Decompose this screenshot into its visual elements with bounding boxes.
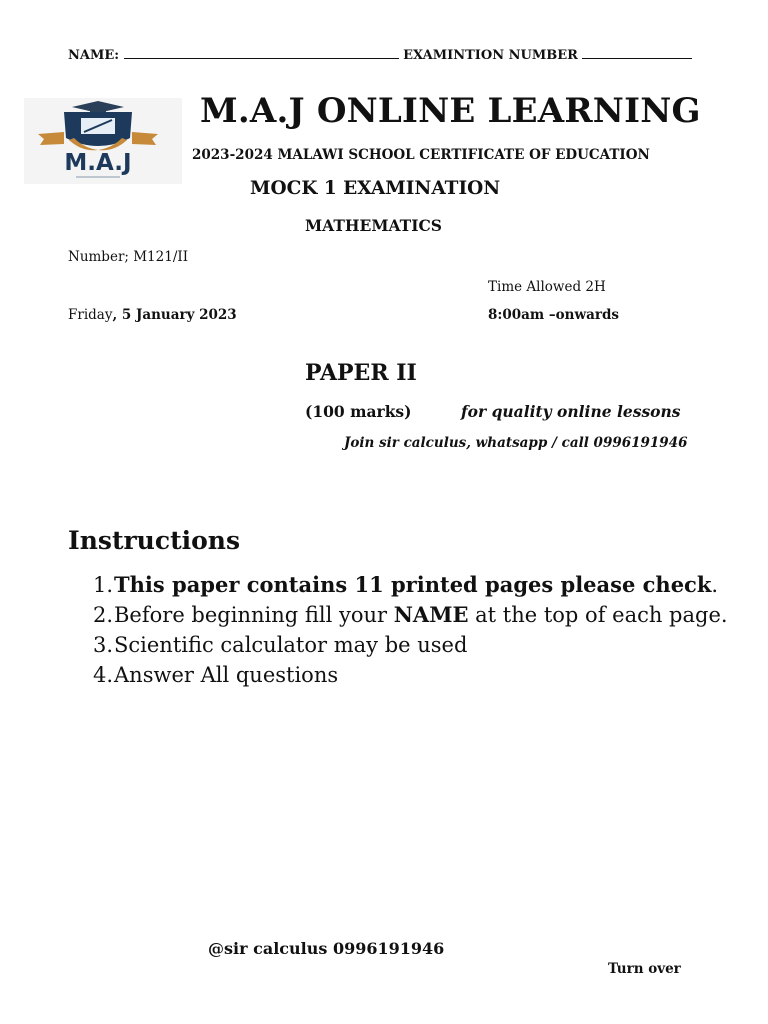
paper-label: PAPER II — [305, 360, 417, 386]
footer-contact: @sir calculus 0996191946 — [208, 939, 445, 958]
logo-graphic — [24, 98, 182, 184]
exam-body-subtitle: 2023-2024 MALAWI SCHOOL CERTIFICATE OF EDUCATION — [192, 147, 650, 163]
start-time: 8:00am –onwards — [488, 307, 619, 323]
instruction-number: 4. — [92, 663, 113, 687]
instruction-number: 2. — [92, 603, 113, 627]
instruction-item — [68, 600, 728, 630]
name-label: NAME: — [68, 48, 120, 63]
exam-day: Friday — [68, 307, 113, 323]
instruction-text: Scientific calculator may be used — [114, 633, 468, 657]
instruction-item — [68, 660, 728, 690]
name-blank — [124, 46, 399, 59]
promo-text: for quality online lessons — [461, 402, 681, 421]
paper-number: Number; M121/II — [68, 249, 189, 265]
instruction-text — [113, 570, 728, 600]
page-title: M.A.J ONLINE LEARNING — [200, 91, 701, 131]
exam-name: MOCK 1 EXAMINATION — [250, 178, 501, 199]
exam-number-label: EXAMINTION NUMBER — [403, 48, 578, 63]
instructions-list — [68, 570, 728, 690]
logo-text: M.A.J — [64, 150, 132, 176]
instruction-text — [113, 600, 728, 630]
turn-over-note: Turn over — [608, 961, 681, 977]
exam-date — [68, 307, 237, 323]
instruction-tail: at the top of each page. — [468, 603, 728, 627]
instruction-pre: Before beginning fill your — [114, 603, 394, 627]
instruction-text: Answer All questions — [114, 663, 339, 687]
instruction-tail: . — [711, 573, 719, 597]
instruction-bold: This paper contains 11 printed pages please check — [114, 572, 712, 597]
instructions-heading: Instructions — [68, 526, 241, 555]
exam-date-rest: , 5 January 2023 — [112, 307, 237, 323]
exam-number-blank — [582, 46, 692, 59]
subject-name: MATHEMATICS — [305, 216, 442, 235]
instruction-item — [68, 570, 728, 600]
total-marks: (100 marks) — [305, 402, 412, 421]
instruction-bold: NAME — [393, 602, 469, 627]
name-exam-number-line — [68, 46, 692, 63]
instruction-item — [68, 630, 728, 660]
contact-text: Join sir calculus, whatsapp / call 0996191946 — [344, 435, 688, 451]
maj-logo — [24, 98, 182, 184]
instruction-number: 1. — [92, 573, 113, 597]
time-allowed: Time Allowed 2H — [488, 279, 606, 295]
instruction-number: 3. — [92, 633, 113, 657]
